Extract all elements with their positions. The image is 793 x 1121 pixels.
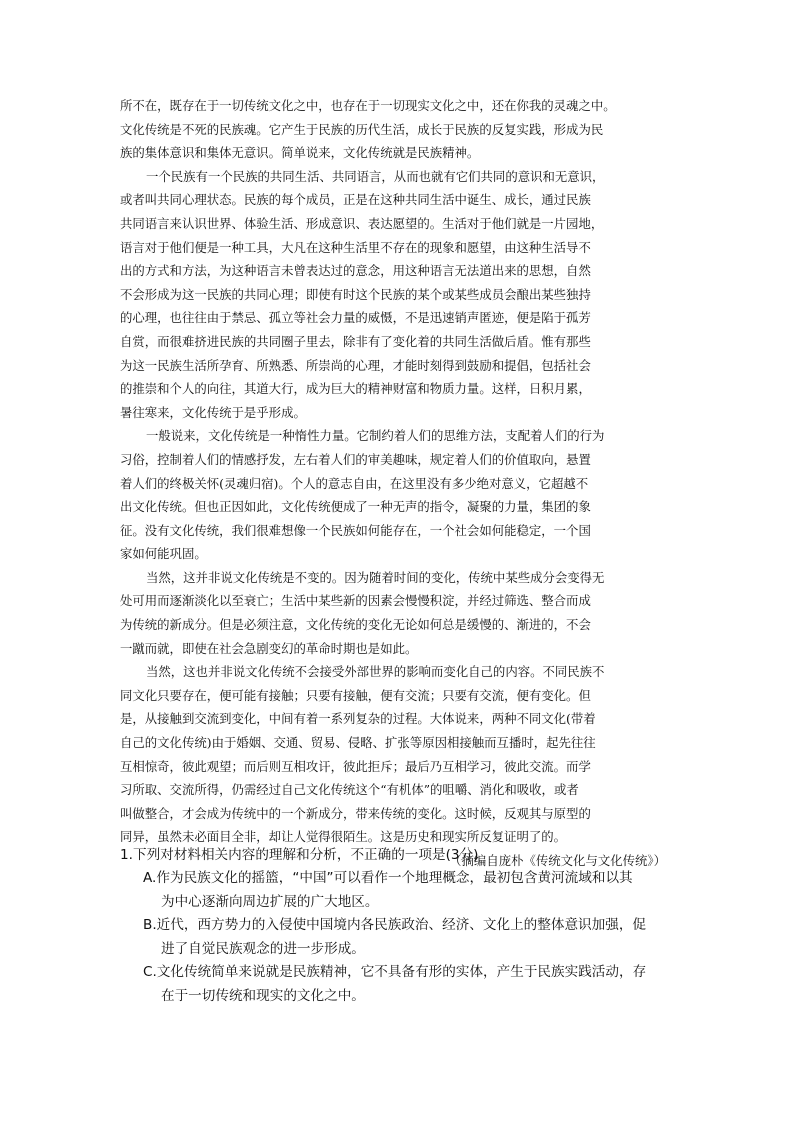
passage-line: 同异，虽然未必面目全非，却让人觉得很陌生。这是历史和现实所反复证明了的。 <box>120 829 567 845</box>
passage-line: 同文化只要存在，便可能有接触；只要有接触，便有交流；只要有交流，便有变化。但 <box>120 687 591 703</box>
passage-line: 征。没有文化传统，我们很难想像一个民族如何能存在，一个社会如何能稳定，一个国 <box>120 522 591 538</box>
passage-line: 的推崇和个人的向往，其道大行，成为巨大的精神财富和物质力量。这样，日积月累， <box>120 381 591 397</box>
passage-line: 自赏，而很难挤进民族的共同圈子里去，除非有了变化着的共同生活做后盾。惟有那些 <box>120 333 591 349</box>
option-text-line: 在于一切传统和现实的文化之中。 <box>161 987 365 1004</box>
passage-line: 互相惊奇，彼此观望；而后则互相攻讦，彼此拒斥；最后乃互相学习，彼此交流。而学 <box>120 758 591 774</box>
passage-line: 出的方式和方法，为这种语言未曾表达过的意念，用这种语言无法道出来的思想，自然 <box>120 263 591 279</box>
passage-line: 着人们的终极关怀(灵魂归宿)。个人的意志自由，在这里没有多少绝对意义，它超越不 <box>120 475 589 491</box>
passage-line: 文化传统是不死的民族魂。它产生于民族的历代生活，成长于民族的反复实践，形成为民 <box>120 121 604 137</box>
option-text-line: B.近代，西方势力的入侵使中国境内各民族政治、经济、文化上的整体意识加强，促 <box>143 917 647 933</box>
question-1 <box>120 845 690 1008</box>
question-stem: 1.下列对材料相关内容的理解和分析，不正确的一项是(3分) <box>120 847 479 863</box>
option-text-line: A.作为民族文化的摇篮，“中国”可以看作一个地理概念，最初包含黄河流域和以其 <box>143 870 633 886</box>
passage-line: 一般说来，文化传统是一种惰性力量。它制约着人们的思维方法，支配着人们的行为 <box>146 428 605 444</box>
passage-line: 语言对于他们便是一种工具，大凡在这种生活里不存在的现象和愿望，由这种生活导不 <box>120 239 591 255</box>
passage-line: 所不在，既存在于一切传统文化之中，也存在于一切现实文化之中，还在你我的灵魂之中。 <box>120 98 616 113</box>
answer-options <box>120 867 690 1008</box>
passage-line: 一个民族有一个民族的共同生活、共同语言，从而也就有它们共同的意识和无意识， <box>146 168 605 184</box>
passage-line: 习所取、交流所得，仍需经过自己文化传统这个“有机体”的咀嚼、消化和吸收，或者 <box>120 782 579 798</box>
passage-line: 为传统的新成分。但是必须注意，文化传统的变化无论如何总是缓慢的、渐进的，不会 <box>120 617 591 633</box>
passage-line: 当然，这也并非说文化传统不会接受外部世界的影响而变化自己的内容。不同民族不 <box>146 664 605 680</box>
reading-passage <box>120 94 680 873</box>
option-C <box>120 961 690 1008</box>
passage-line: 或者叫共同心理状态。民族的每个成员，正是在这种共同生活中诞生、成长，通过民族 <box>120 192 591 208</box>
option-A <box>120 867 690 914</box>
passage-line: 的心理，也往往由于禁忌、孤立等社会力量的威慑，不是迅速销声匿迹，便是陷于孤芳 <box>120 310 591 326</box>
passage-line: 处可用而逐渐淡化以至衰亡；生活中某些新的因素会慢慢积淀，并经过筛选、整合而成 <box>120 593 591 609</box>
passage-line: 是，从接触到交流到变化，中间有着一系列复杂的过程。大体说来，两种不同文化(带着 <box>120 711 596 727</box>
passage-line: 暑往寒来，文化传统于是乎形成。 <box>120 404 306 420</box>
passage-line: 自己的文化传统)由于婚姻、交通、贸易、侵略、扩张等原因相接触而互播时，起先往往 <box>120 735 596 751</box>
passage-line: 习俗，控制着人们的情感抒发，左右着人们的审美趣味，规定着人们的价值取向，悬置 <box>120 451 591 467</box>
passage-line: 家如何能巩固。 <box>120 546 207 562</box>
passage-line: 当然，这并非说文化传统是不变的。因为随着时间的变化，传统中某些成分会变得无 <box>146 569 605 585</box>
passage-line: 为这一民族生活所孕育、所熟悉、所崇尚的心理，才能时刻得到鼓励和提倡，包括社会 <box>120 357 591 373</box>
passage-line: 不会形成为这一民族的共同心理；即使有时这个民族的某个或某些成员会酿出某些独持 <box>120 286 591 302</box>
passage-source: （摘编自庞朴《传统文化与文化传统》） <box>449 853 666 868</box>
option-text-line: C.文化传统简单来说就是民族精神，它不具备有形的实体，产生于民族实践活动，存 <box>143 964 647 980</box>
passage-line: 共同语言来认识世界、体验生活、形成意识、表达愿望的。生活对于他们就是一片园地， <box>120 215 604 231</box>
passage-line: 族的集体意识和集体无意识。简单说来，文化传统就是民族精神。 <box>120 145 480 161</box>
passage-line: 出文化传统。但也正因如此，文化传统便成了一种无声的指令，凝聚的力量，集团的象 <box>120 499 591 515</box>
passage-line: 一蹴而就，即使在社会急剧变幻的革命时期也是如此。 <box>120 640 418 656</box>
option-B <box>120 914 690 961</box>
passage-line: 叫做整合，才会成为传统中的一个新成分，带来传统的变化。这时候，反观其与原型的 <box>120 805 591 821</box>
option-text-line: 进了自觉民族观念的进一步形成。 <box>161 940 365 957</box>
option-text-line: 为中心逐渐向周边扩展的广大地区。 <box>161 893 379 910</box>
